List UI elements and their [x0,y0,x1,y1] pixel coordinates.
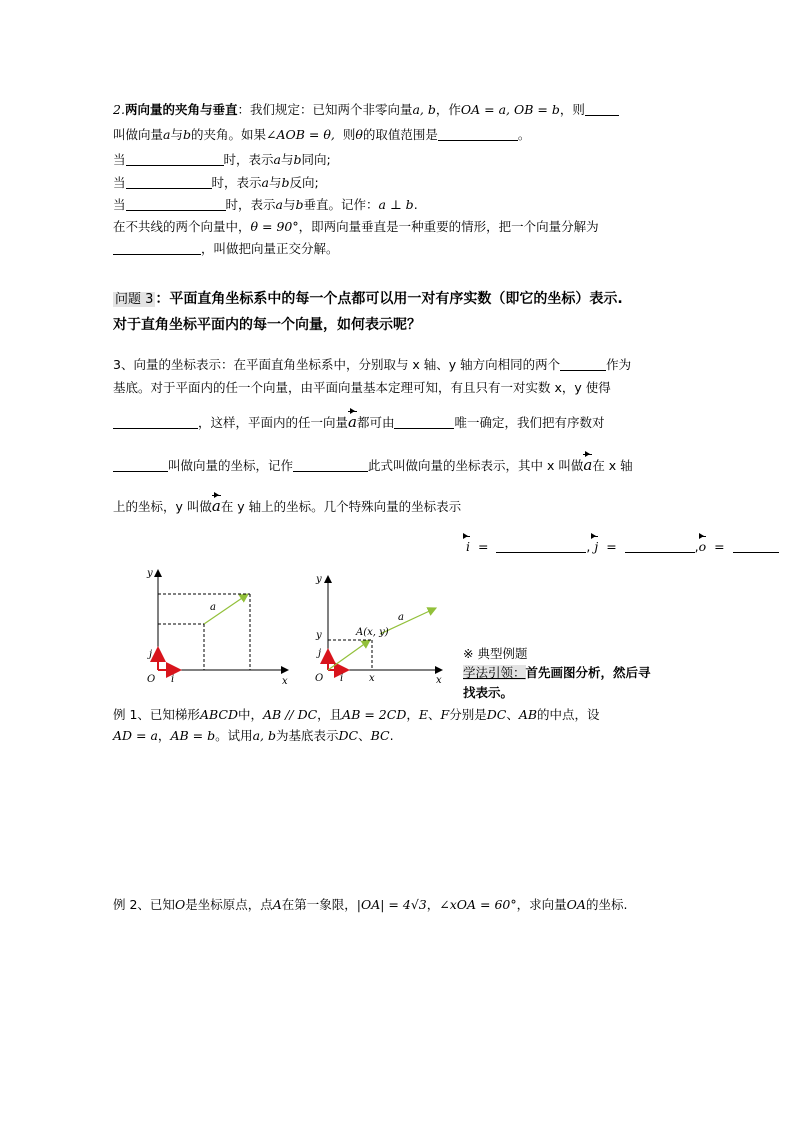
sec2-number: 2. [113,102,125,117]
example1-text: ，且 [317,707,343,722]
question3-tag: 问题 3 [115,292,154,307]
vec-a: a [348,413,357,431]
sec3-line1 [113,356,631,374]
question3-line2 [113,316,421,334]
example1-text: 分别是 [449,707,487,722]
figure1-coordinate-plane [140,560,300,690]
trapezoid-abcd: ABCD [199,707,238,722]
sec2-line5 [113,196,418,214]
sec2-line3 [113,151,331,169]
example1-text: 。试用 [215,728,253,743]
vector-a-label: a [398,612,404,623]
vec-a: a [211,497,221,515]
equals: = [606,539,617,554]
y-coordinate-label: y [316,630,322,641]
sec2-text: 时，表示 [211,175,262,190]
sec2-text: ，叫做把向量正交分解。 [201,241,339,256]
question3-line1 [113,290,623,309]
vec-a: a [583,456,593,474]
vec-b: b [182,127,191,142]
example2-text: 是坐标原点，点 [185,897,273,912]
examples-heading: ※ 典型例题 [463,646,528,661]
vec-a: a [275,197,283,212]
point-a: A [272,897,282,912]
sec3-text: 在 x 轴 [592,458,633,473]
vec-a: a [163,127,171,142]
blank [625,539,695,553]
i-label: i [171,674,175,685]
equals: = [477,539,489,554]
question3-text: 对于直角坐标平面内的每一个向量，如何表示呢？ [113,317,421,333]
example1-text: ， [406,707,419,722]
vec-b: b [293,152,302,167]
guide-text: 首先画图分析，然后寻 [525,665,651,680]
sec2-line1 [113,101,619,119]
perp-notation: a ⊥ b [378,197,414,212]
sec2-text: 在不共线的两个向量中， [113,219,251,234]
blank [126,152,224,166]
sec2-text: ，则 [559,102,585,117]
vec-bc: BC [370,728,390,743]
sec3-text: 唯一确定，我们把有序数对 [454,415,605,430]
blank [560,357,606,371]
example1-line1 [113,706,600,724]
sec2-text: 时，表示 [223,152,274,167]
magnitude-oa: |OA| = 4√3 [356,897,427,912]
vec-j: j [594,539,599,554]
blank [113,415,198,429]
vector-oa [328,640,370,670]
sec2-text: 叫做向量 [113,127,164,142]
y-axis-label: y [316,574,322,585]
blank [496,539,586,553]
sec2-line4 [113,174,319,192]
sec3-text: 上的坐标，y 叫做 [113,499,212,514]
sec3-line3 [113,413,605,432]
sec2-text: 的取值范围是 [362,127,438,142]
example1-text: 中， [237,707,263,722]
sec2-text: 时，表示 [225,197,276,212]
example2-text: 例 2、已知 [113,897,175,912]
examples-guide-line2 [463,684,513,702]
example1-text: . [389,728,394,743]
y-axis-label: y [147,568,153,579]
example1-text: 、 [428,707,441,722]
sec2-line2 [113,126,530,144]
example2-line [113,896,627,914]
special-vectors: i = , j = ,o = [466,538,779,556]
vec-b: b [281,175,290,190]
sec2-text: 则 [342,127,356,142]
blank [126,197,226,211]
basis-vectors: a, b [252,728,276,743]
vec-a: a [273,152,281,167]
example1-text: 、 [358,728,371,743]
length-relation: AB = 2CD [342,707,407,722]
j-label: j [149,649,153,660]
sec2-text: 反向; [289,175,319,190]
origin-label: O [147,674,156,685]
blank [438,127,518,141]
vector-a-label: a [210,602,216,613]
sec3-text: 作为 [606,357,632,372]
angle-xoa: ∠xOA = 60° [439,897,517,912]
example1-text: 为基底表示 [276,728,339,743]
blank [394,415,454,429]
sec3-line5 [113,497,461,516]
x-axis-label: x [436,675,442,686]
example2-text: ，求向量 [516,897,567,912]
sec2-text: . [413,197,418,212]
sec3-line4 [113,456,633,475]
vec-a: a [261,175,269,190]
point-e: E [418,707,428,722]
blank [585,102,619,116]
segment-dc: DC [486,707,507,722]
vec-ab-eq: AB = b [170,728,216,743]
blank [113,458,168,472]
sec2-text: ：我们规定：已知两个非零向量 [237,102,413,117]
vec-equation: OA = a, OB = b [460,102,560,117]
angle-aob: ∠AOB = θ, [266,127,335,142]
origin-label: O [315,673,324,684]
sec2-text: 与 [280,152,294,167]
blank [113,241,201,255]
vec-i: i [466,539,470,554]
vec-o: o [698,539,707,554]
sec2-text: 当 [113,152,126,167]
question3-text: ：平面直角坐标系中的每一个点都可以用一对有序实数（即它的坐标）表示. [155,291,623,307]
vec-b: b [295,197,304,212]
example2-text: 的坐标. [585,897,628,912]
vec-dc: DC [338,728,359,743]
sec2-text: 垂直。记作： [303,197,379,212]
theta-90: θ = 90° [250,219,299,234]
guide-label: 学法引领： [463,665,526,680]
examples-mark [463,645,527,663]
sec2-text: 当 [113,197,126,212]
sec3-text: 都可由 [356,415,395,430]
sec3-text: 3、向量的坐标表示：在平面直角坐标系中，分别取与 x 轴、y 轴方向相同的两个 [113,357,561,372]
sec2-line6 [113,218,599,236]
point-o: O [174,897,186,912]
sec2-text: 同向; [301,152,331,167]
sec2-text: 。 [517,127,531,142]
sec2-text: 的夹角。如果 [191,127,267,142]
equals: = [714,539,725,554]
sec3-line2 [113,379,611,397]
segment-ab: AB [518,707,538,722]
point-a-label: A(x, y) [356,627,389,638]
vec-oa: OA [566,897,586,912]
j-label: j [318,648,322,659]
theta: θ [355,127,363,142]
x-coordinate-label: x [369,673,375,684]
blank [733,539,779,553]
example1-text: 、 [506,707,519,722]
example1-text: 例 1、已知梯形 [113,707,200,722]
x-axis-label: x [282,676,288,687]
sec3-text: 叫做向量的坐标，记作 [168,458,294,473]
point-f: F [440,707,450,722]
example2-text: 在第一象限， [281,897,357,912]
sec2-text: ，作 [435,102,461,117]
example1-line2 [113,727,394,745]
sec3-text: 在 y 轴上的坐标。几个特殊向量的坐标表示 [220,499,462,514]
example1-text: ， [157,728,171,743]
sec2-text: 当 [113,175,126,190]
sec2-text: 与 [268,175,282,190]
sec3-text: 基底。对于平面内的任一个向量，由平面向量基本定理可知，有且只有一对实数 x，y 使得 [113,380,611,395]
example2-text: ， [426,897,440,912]
i-label: i [340,673,344,684]
blank [126,175,212,189]
sec2-text: ，即两向量垂直是一种重要的情形，把一个向量分解为 [298,219,599,234]
example1-text: 的中点，设 [537,707,600,722]
sec3-text: 此式叫做向量的坐标表示，其中 x 叫做 [368,458,584,473]
guide-text: 找表示。 [463,685,514,700]
parallel-relation: AB // DC [262,707,318,722]
vec-ad-eq: AD = a [113,728,158,743]
sec3-text: ，这样，平面内的任一向量 [198,415,349,430]
sec2-title: 两向量的夹角与垂直 [124,102,238,117]
examples-guide-line1 [463,664,651,682]
blank [293,458,368,472]
sec2-text: 与 [282,197,296,212]
sec2-line7 [113,240,339,258]
sec2-text: 与 [170,127,183,142]
figure2-coordinate-plane [310,568,450,690]
vec-ab: a, b [412,102,436,117]
